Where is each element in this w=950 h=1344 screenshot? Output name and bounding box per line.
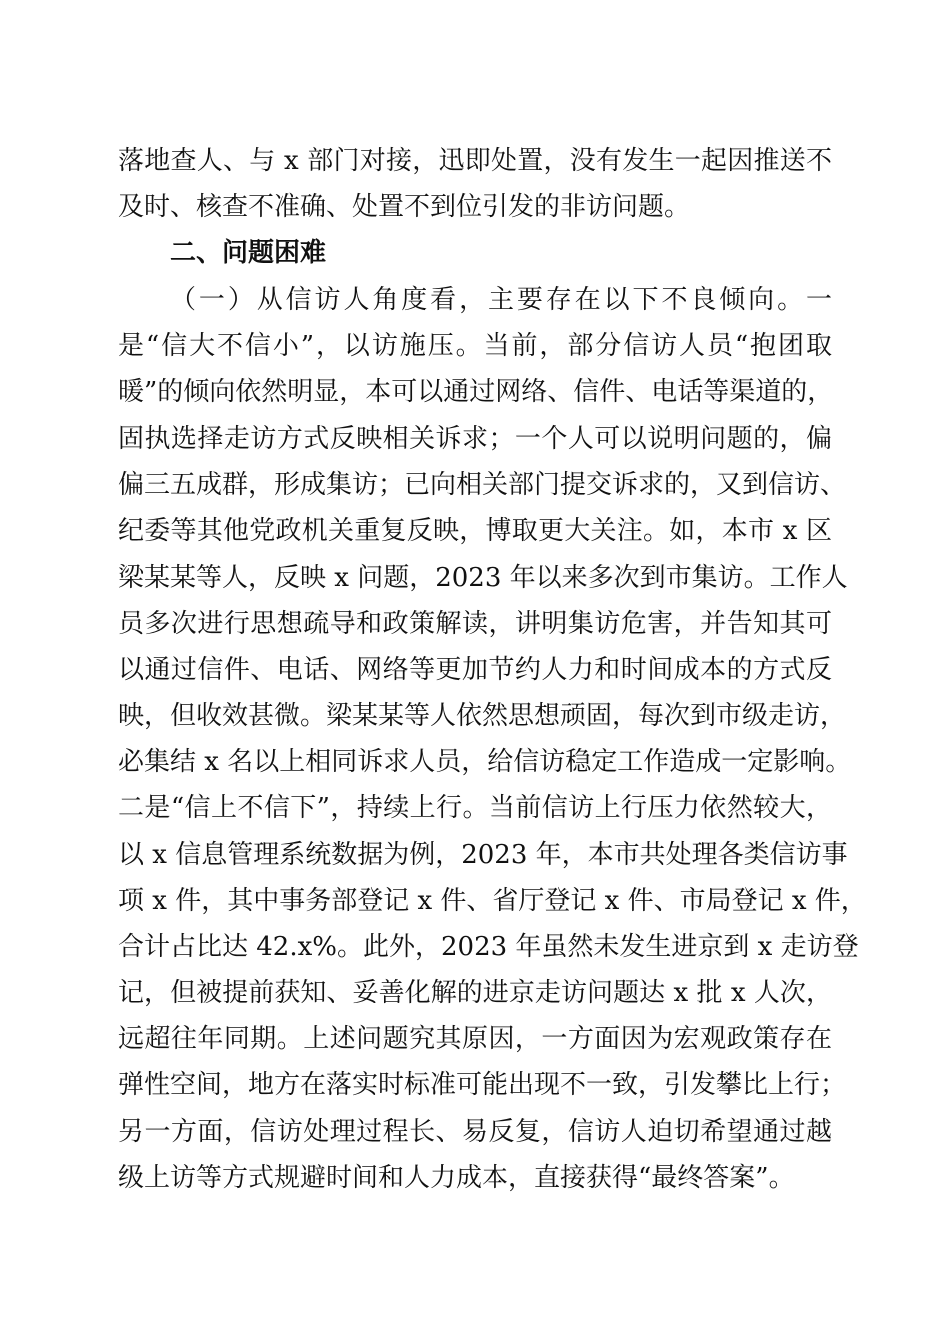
paragraph-line: 映，但收效甚微。梁某某等人依然思想顽固，每次到市级走访， xyxy=(118,701,847,731)
paragraph-line: 二是“信上不信下”，持续上行。当前信访上行压力依然较大， xyxy=(118,793,832,823)
paragraph-line: 是“信大不信小”，以访施压。当前，部分信访人员“抱团取 xyxy=(118,331,832,361)
paragraph-line: 远超往年同期。上述问题究其原因，一方面因为宏观政策存在 xyxy=(118,1024,832,1054)
paragraph-line: 固执选择走访方式反映相关诉求；一个人可以说明问题的，偏 xyxy=(118,424,832,454)
paragraph-line: 偏三五成群，形成集访；已向相关部门提交诉求的，又到信访、 xyxy=(118,470,847,500)
paragraph-line: 记，但被提前获知、妥善化解的进京走访问题达 x 批 x 人次， xyxy=(118,978,832,1008)
paragraph-line: 以 x 信息管理系统数据为例，2023 年，本市共处理各类信访事 xyxy=(118,840,848,870)
paragraph-line: 纪委等其他党政机关重复反映，博取更大关注。如，本市 x 区 xyxy=(118,516,832,546)
paragraph-line: 合计占比达 42.x%。此外，2023 年虽然未发生进京到 x 走访登 xyxy=(118,932,859,962)
paragraph-line: 弹性空间，地方在落实时标准可能出现不一致，引发攀比上行； xyxy=(118,1070,847,1100)
section-heading: 二、问题困难 xyxy=(170,238,327,268)
paragraph-line: （一）从信访人角度看，主要存在以下不良倾向。一 xyxy=(170,285,832,315)
paragraph-line: 级上访等方式规避时间和人力成本，直接获得“最终答案”。 xyxy=(118,1163,795,1193)
paragraph-line: 暖”的倾向依然明显，本可以通过网络、信件、电话等渠道的， xyxy=(118,377,834,407)
paragraph-line: 另一方面，信访处理过程长、易反复，信访人迫切希望通过越 xyxy=(118,1117,832,1147)
paragraph-line: 落地查人、与 x 部门对接，迅即处置，没有发生一起因推送不 xyxy=(118,146,832,176)
paragraph-line: 员多次进行思想疏导和政策解读，讲明集访危害，并告知其可 xyxy=(118,609,832,639)
paragraph-line: 必集结 x 名以上相同诉求人员，给信访稳定工作造成一定影响。 xyxy=(118,747,852,777)
paragraph-line: 以通过信件、电话、网络等更加节约人力和时间成本的方式反 xyxy=(118,655,832,685)
paragraph-line: 及时、核查不准确、处置不到位引发的非访问题。 xyxy=(118,192,691,222)
paragraph-line: 项 x 件，其中事务部登记 x 件、省厅登记 x 件、市局登记 x 件， xyxy=(118,886,867,916)
paragraph-line: 梁某某等人，反映 x 问题，2023 年以来多次到市集访。工作人 xyxy=(118,563,848,593)
